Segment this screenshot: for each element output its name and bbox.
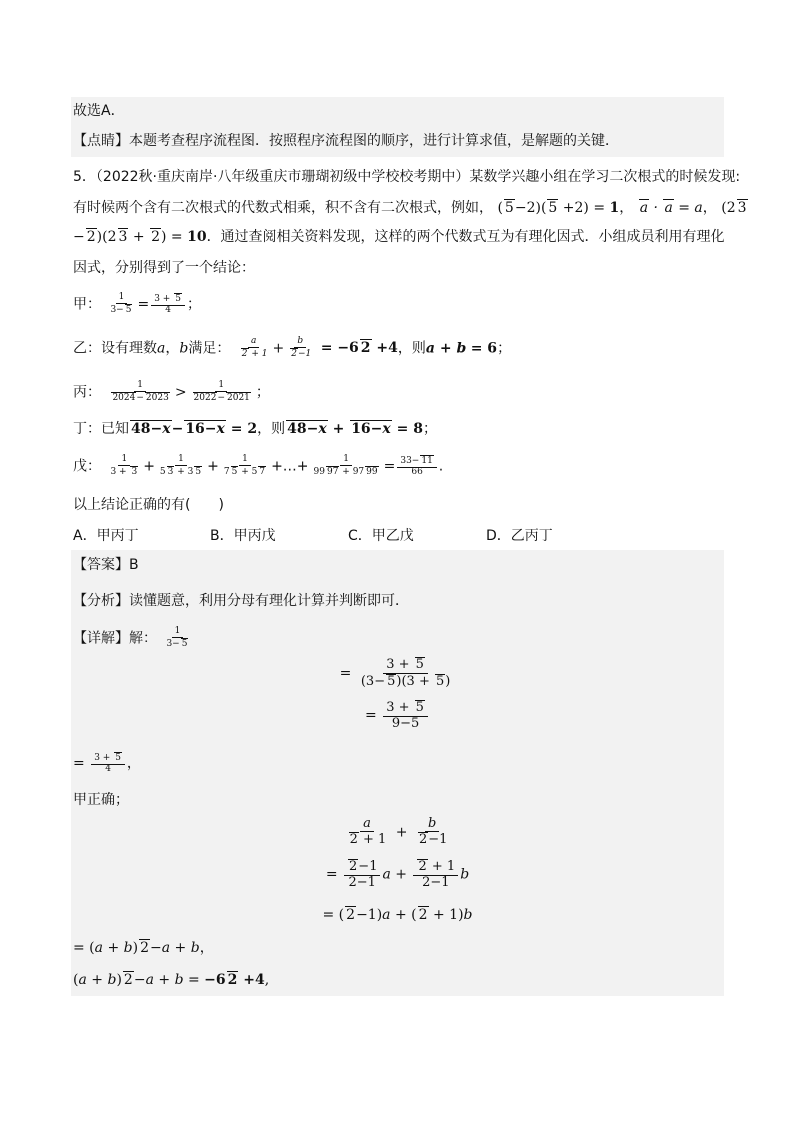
- example-3-part-2: − 2)(2 3 + 2) = 10: [73, 229, 207, 245]
- statement-bing: 丙： $\frac{1}{2024- 2023}$ > $\frac{1}{2022- 2021}$ ；: [73, 380, 270, 403]
- question-prompt: 以上结论正确的有( ): [73, 497, 224, 513]
- yi-derivation-step-2: = $\frac{2-1}{2-1}$ a + $\frac{2 + 1}{2-1}$ b: [325, 859, 470, 890]
- option-d[interactable]: D．乙丙丁: [486, 528, 553, 544]
- answer-line: 【答案】B: [73, 557, 139, 573]
- yi-result-2: (a + b) 2−a + b = −6 2 +4,: [73, 972, 270, 988]
- jia-correct-line: 甲正确；: [73, 792, 129, 808]
- example-intro: 有时候两个含有二次根式的代数式相乘，积不含有二次根式，例如，: [73, 200, 493, 216]
- jia-derivation-step-1: = $\frac{3 + 5}{(3- 5)(3 + 5)}$: [339, 657, 451, 689]
- example-1: ( 5−2)( 5 +2) = 1，: [497, 200, 634, 216]
- statement-jia: 甲： $\frac{1}{3- 5}$ = $\frac{3 + 5}{4}$ ；: [73, 292, 201, 315]
- jia-result: = $\frac{3 + 5}{4}$ ，: [73, 753, 141, 774]
- yi-derivation-step-3: = ( 2−1)a + ( 2 + 1)b: [322, 907, 473, 923]
- option-a[interactable]: A．甲丙丁: [73, 528, 139, 544]
- yi-result-1: = (a + b) 2−a + b，: [73, 940, 214, 956]
- option-b[interactable]: B．甲丙戊: [210, 528, 276, 544]
- solution-shade-bottom: [71, 550, 724, 996]
- option-c[interactable]: C．甲乙戊: [348, 528, 414, 544]
- example-3-part-1: (2 3: [721, 200, 747, 216]
- question-5-source: 5．（2022秋·重庆南岸·八年级重庆市珊瑚初级中学校校考期中）某数学兴趣小组在学习二次根式的时候发现:: [73, 169, 741, 185]
- question-5-line-3: − 2)(2 3 + 2) = 10．通过查阅相关资料发现，这样的两个代数式互为有理化因式．小组成员利用有理化: [73, 229, 725, 245]
- statement-wu: 戊： $\frac{1}{3 + 3}$ + $\frac{1}{5 3 + 3 5}$ + $\frac{1}{7 5 + 5 7}$ +…+ $\frac{1}{99 97 + 97 99}$ = $\frac{33- 11}{66}$ .: [73, 454, 444, 477]
- analysis-line: 【分析】读懂题意，利用分母有理化计算并判断即可．: [73, 593, 409, 609]
- statement-yi: 乙：设有理数a，b满足： $\frac{a}{2 + 1}$ + $\frac{b}{2-1}$ = −6 2 +4，则a + b = 6；: [73, 336, 512, 359]
- detail-line: 【详解】解： $\frac{1}{3- 5}$: [73, 626, 188, 649]
- example-2: a · a = a: [639, 200, 703, 216]
- choose-a-line: 故选A．: [73, 103, 125, 119]
- statement-ding: 丁：已知 48−x− 16−x = 2，则 48−x + 16−x = 8；: [73, 421, 437, 437]
- yi-derivation-step-1: $\frac{a}{2 + 1}$ + $\frac{b}{2-1}$: [349, 816, 448, 848]
- tip-line: 【点睛】本题考查程序流程图．按照程序流程图的顺序，进行计算求值，是解题的关键．: [73, 133, 619, 149]
- jia-derivation-step-2: = $\frac{3 + 5}{9-5}$: [71, 700, 724, 731]
- question-5-line-4: 因式，分别得到了一个结论：: [73, 260, 255, 276]
- question-5-line-2: 有时候两个含有二次根式的代数式相乘，积不含有二次根式，例如， ( 5−2)( 5 +2) = 1， a · a = a， (2 3: [73, 200, 747, 216]
